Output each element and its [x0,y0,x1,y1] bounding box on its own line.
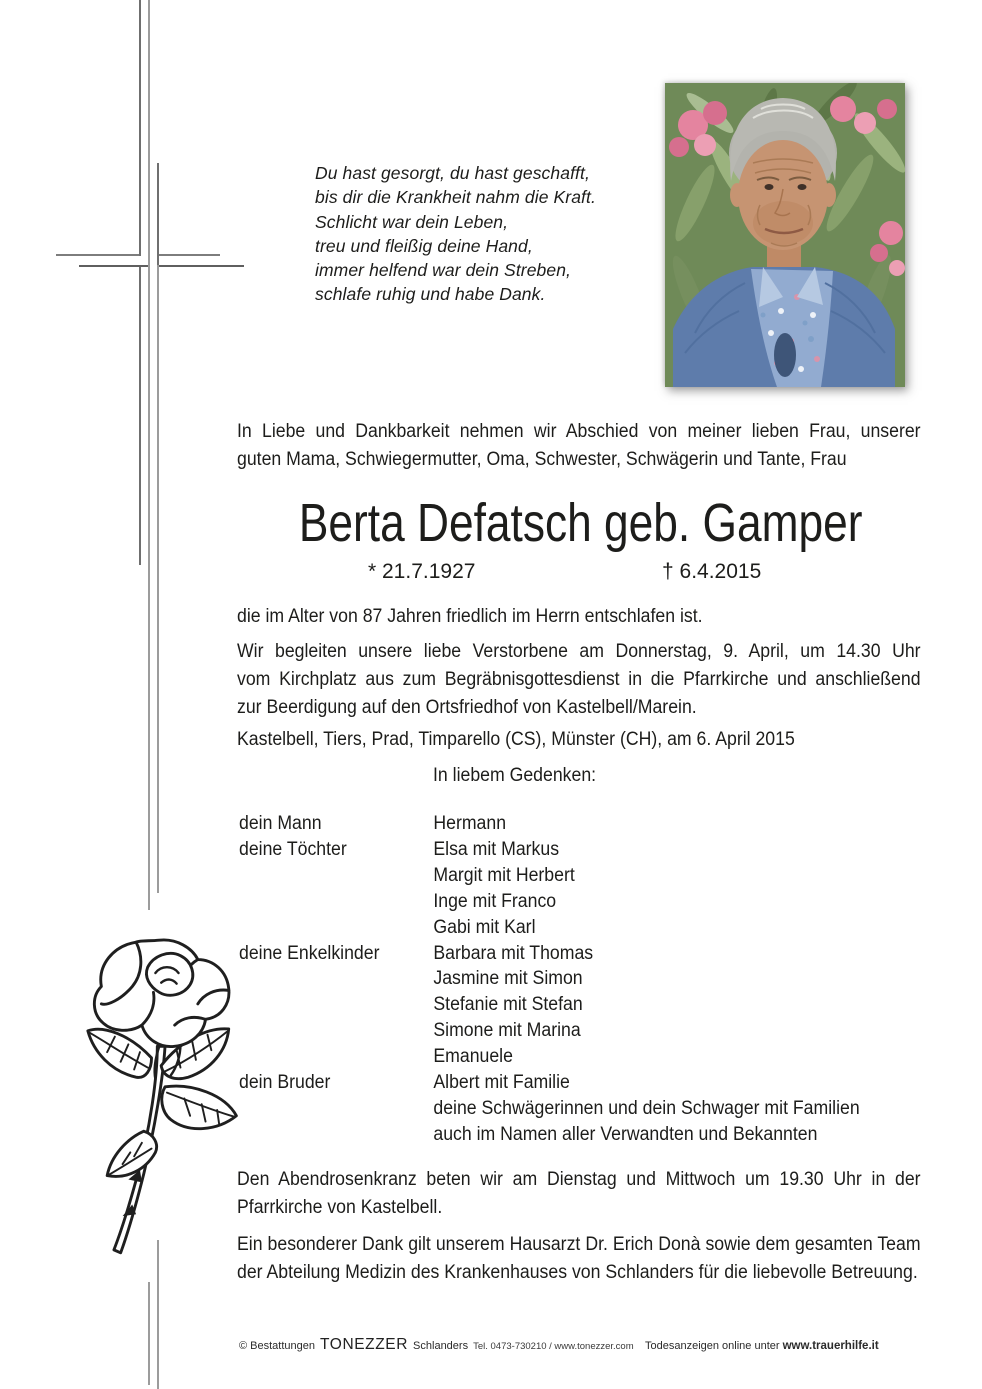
mourner-row [239,966,946,992]
funeral-paragraph [237,638,921,722]
thanks-line: Ein besonderer Dank gilt unserem Hausarzt Dr. Erich Donà sowie dem gesamten Team [237,1234,921,1255]
mourner-row [239,915,946,941]
memoriam-heading: In liebem Gedenken: [433,765,597,786]
thanks-paragraph [237,1231,921,1287]
mourner-name: Jasmine mit Simon [433,968,583,990]
mourner-name: deine Schwägerinnen und dein Schwager mit Familien [433,1097,860,1119]
intro-line: guten Mama, Schwiegermutter, Oma, Schwester, Schwägerin und Tante, Frau [237,449,847,470]
poem-line: bis dir die Krankheit nahm die Kraft. [315,187,596,208]
cross-horizontal-line [159,254,220,256]
rosary-line: Pfarrkirche von Kastelbell. [237,1197,443,1218]
mourner-name: Hermann [433,813,507,834]
mourner-row [239,863,946,889]
mourner-label: deine Töchter [239,838,347,860]
poem-line: Du hast gesorgt, du hast geschafft, [315,163,590,183]
mourners-list [239,811,946,1148]
funeral-line: zur Beerdigung auf den Ortsfriedhof von Kastelbell/Marein. [237,697,697,718]
online-notice-text: Todesanzeigen online unter [645,1340,780,1352]
mourner-label: dein Bruder [239,1072,331,1094]
cross-vertical-line [139,0,141,256]
mourner-row [239,941,946,967]
poem-line: schlafe ruhig und habe Dank. [315,284,546,305]
mourner-row [239,837,946,863]
poem-line: treu und fleißig deine Hand, [315,235,533,256]
cross-horizontal-line [79,265,148,267]
poem [315,161,596,307]
mourner-name: Simone mit Marina [433,1020,581,1042]
places-paragraph [237,726,921,754]
deceased-name: Berta Defatsch geb. Gamper [298,493,863,553]
cross-vertical-line [139,266,141,565]
mourner-name: auch im Namen aller Verwandten und Bekannten [433,1123,818,1145]
copyright-text: © Bestattungen [239,1340,315,1352]
cross-horizontal-line [159,265,244,267]
mourner-name: Stefanie mit Stefan [433,994,583,1016]
funeral-home-city: Schlanders [413,1340,469,1352]
mourner-name: Emanuele [433,1046,513,1068]
mourner-row [239,1096,946,1122]
funeral-line: vom Kirchplatz aus zum Begräbnisgottesdienst in die Pfarrkirche und anschließend [237,669,921,690]
mourner-name: Elsa mit Markus [433,838,560,860]
footer-funeral-home [239,1336,634,1354]
intro-paragraph [237,418,921,474]
mourner-label: deine Enkelkinder [239,942,380,964]
mourner-row [239,889,946,915]
cross-vertical-line [148,0,150,910]
footer-online-notice [645,1340,879,1352]
intro-line: In Liebe und Dankbarkeit nehmen wir Abschied von meiner lieben Frau, unserer [237,421,921,442]
mourner-label: dein Mann [239,813,322,834]
mourner-name: Gabi mit Karl [433,916,536,938]
mourner-row [239,811,946,837]
trauerhilfe-link: www.trauerhilfe.it [782,1340,879,1352]
mourner-name: Albert mit Familie [433,1072,570,1094]
mourner-row [239,1044,946,1070]
funeral-line: Wir begleiten unsere liebe Verstorbene am Donnerstag, 9. April, um 14.30 Uhr [237,641,921,662]
mourner-row [239,1122,946,1148]
cross-vertical-line [148,1282,150,1385]
age-line: die im Alter von 87 Jahren friedlich im Herrn entschlafen ist. [237,606,703,627]
places-line: Kastelbell, Tiers, Prad, Timparello (CS), Münster (CH), am 6. April 2015 [237,729,795,750]
portrait-photo [665,83,905,387]
birth-date: * 21.7.1927 [368,560,476,583]
mourner-row [239,1070,946,1096]
thanks-line: der Abteilung Medizin des Krankenhauses von Schlanders für die liebevolle Betreuung. [237,1262,918,1283]
age-paragraph [237,603,921,631]
mourner-row [239,992,946,1018]
poem-line: immer helfend war dein Streben, [315,260,572,281]
rosary-paragraph [237,1166,921,1222]
death-date: † 6.4.2015 [662,560,762,583]
rosary-line: Den Abendrosenkranz beten wir am Dienstag und Mittwoch um 19.30 Uhr in der [237,1169,921,1190]
mourner-name: Barbara mit Thomas [433,942,594,964]
deceased-name-wrap [237,494,921,552]
cross-vertical-line [157,265,159,893]
rose-line-art [84,928,248,1270]
mourner-row [239,1018,946,1044]
funeral-home-contact: Tel. 0473-730210 / www.tonezzer.com [473,1341,634,1352]
life-dates [237,560,921,588]
mourner-name: Inge mit Franco [433,890,557,912]
funeral-home-brand: TONEZZER [320,1336,409,1353]
cross-horizontal-line [56,254,139,256]
mourner-name: Margit mit Herbert [433,864,575,886]
cross-vertical-line [157,163,159,265]
poem-line: Schlicht war dein Leben, [315,211,509,232]
